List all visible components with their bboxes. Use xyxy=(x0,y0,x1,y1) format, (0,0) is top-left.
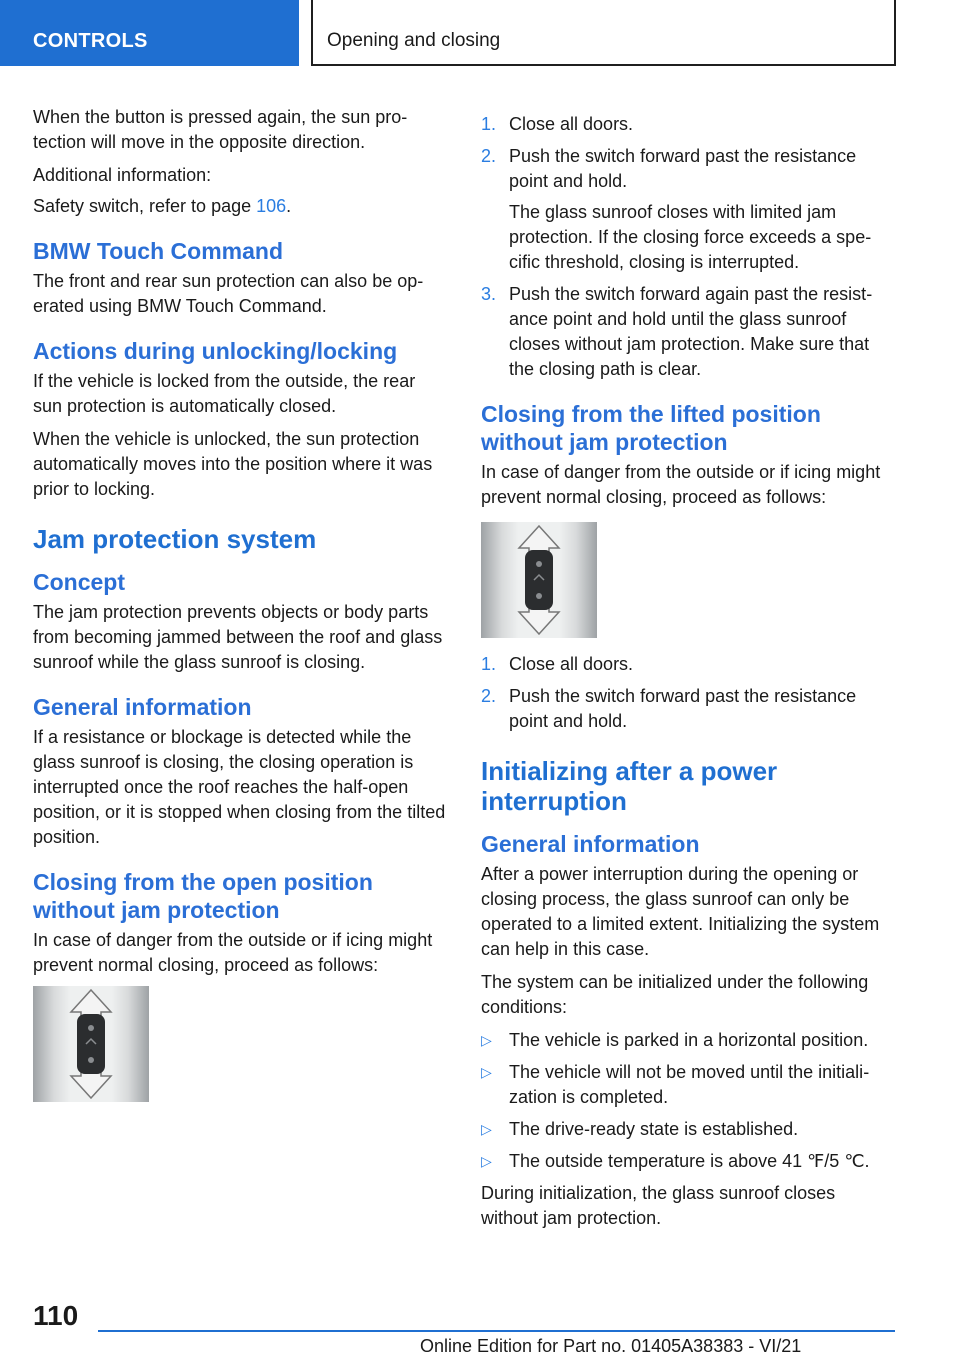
page-number: 110 xyxy=(33,1300,79,1331)
step-text: Push the switch forward again past the resistance point and hold until the glass sunroof closes without jam protection. Make sure that the closing path is clear. xyxy=(509,284,873,379)
step-number: 3. xyxy=(481,284,497,304)
list-item xyxy=(481,1060,896,1110)
bullet-text: The vehicle will not be moved until the initialization is completed. xyxy=(509,1062,870,1107)
heading-initializing: Initializing after a power interruption xyxy=(481,756,778,816)
heading-touch-command: BMW Touch Command xyxy=(33,238,283,264)
step-text: Close all doors. xyxy=(509,654,634,674)
list-item xyxy=(481,1149,896,1174)
switch-illustration xyxy=(33,986,149,1102)
step-number: 2. xyxy=(481,686,497,706)
text: Safety switch, refer to page xyxy=(33,196,257,216)
switch-illustration xyxy=(481,522,597,638)
conditions-list xyxy=(481,1028,896,1174)
list-item xyxy=(481,1028,896,1053)
heading-closing-open-position: Closing from the open position without jam protection xyxy=(33,869,373,923)
right-column xyxy=(481,112,896,1239)
list-item xyxy=(481,684,896,734)
triangle-bullet-icon: ▷ xyxy=(481,1121,492,1137)
triangle-bullet-icon: ▷ xyxy=(481,1064,492,1080)
step-number: 2. xyxy=(481,146,497,166)
step-note: The glass sunroof closes with limited jam protection. If the closing force exceeds a specific threshold, closing is interrupted. xyxy=(509,202,872,272)
heading-general-information: General information xyxy=(481,831,700,857)
bullet-text: The vehicle is parked in a horizontal position. xyxy=(509,1030,869,1050)
list-item xyxy=(481,652,896,677)
steps-list xyxy=(481,112,896,194)
edition-text: Online Edition for Part no. 01405A38383 - VI/21 xyxy=(420,1336,802,1356)
paragraph: When the button is pressed again, the sun protection will move in the opposite direction. xyxy=(33,107,408,152)
heading-general-information: General information xyxy=(33,694,252,720)
left-column xyxy=(33,105,448,1116)
list-item xyxy=(481,144,896,194)
chapter-title: Opening and closing xyxy=(327,30,501,51)
paragraph: When the vehicle is unlocked, the sun protection automatically moves into the position where it was prior to locking. xyxy=(33,429,433,499)
step-text: Close all doors. xyxy=(509,114,634,134)
paragraph: If a resistance or blockage is detected while the glass sunroof is closing, the closing operation is interrupted once the roof reaches the half-open position, or it is stopped when closing from the tilted position. xyxy=(33,727,446,847)
triangle-bullet-icon: ▷ xyxy=(481,1032,492,1048)
paragraph: If the vehicle is locked from the outside, the rear sun protection is automatically closed. xyxy=(33,371,416,416)
paragraph: The jam protection prevents objects or body parts from becoming jammed between the roof and glass sunroof while the glass sunroof is closing. xyxy=(33,602,443,672)
footer-divider xyxy=(98,1330,895,1332)
step-number: 1. xyxy=(481,654,497,674)
step-number: 1. xyxy=(481,114,497,134)
paragraph: In case of danger from the outside or if icing might prevent normal closing, proceed as follows: xyxy=(33,930,433,975)
paragraph: The front and rear sun protection can also be operated using BMW Touch Command. xyxy=(33,271,424,316)
paragraph: After a power interruption during the opening or closing process, the glass sunroof can only be operated to a limited extent. Initializing the system can help in this case. xyxy=(481,864,880,959)
paragraph: Additional information: xyxy=(33,165,212,185)
list-item xyxy=(481,1117,896,1142)
paragraph: During initialization, the glass sunroof closes without jam protection. xyxy=(481,1183,836,1228)
bullet-text: The drive-ready state is established. xyxy=(509,1119,799,1139)
switch-arrow-icon xyxy=(481,522,597,638)
triangle-bullet-icon: ▷ xyxy=(481,1153,492,1169)
heading-concept: Concept xyxy=(33,569,125,595)
bullet-text: The outside temperature is above 41 ℉/5 ℃. xyxy=(509,1151,870,1171)
steps-list xyxy=(481,652,896,734)
section-title: CONTROLS xyxy=(33,30,148,52)
chapter-header xyxy=(311,0,896,66)
paragraph: In case of danger from the outside or if icing might prevent normal closing, proceed as follows: xyxy=(481,462,881,507)
heading-jam-protection: Jam protection system xyxy=(33,524,317,554)
list-item xyxy=(481,282,896,382)
text: . xyxy=(286,196,292,216)
steps-list xyxy=(481,282,896,382)
paragraph xyxy=(33,194,448,219)
switch-arrow-icon xyxy=(33,986,149,1102)
section-tab xyxy=(0,0,299,66)
paragraph: The system can be initialized under the following conditions: xyxy=(481,972,869,1017)
step-text: Push the switch forward past the resistance point and hold. xyxy=(509,146,857,191)
heading-closing-lifted-position: Closing from the lifted position without jam protection xyxy=(481,401,821,455)
list-item xyxy=(481,112,896,137)
step-text: Push the switch forward past the resistance point and hold. xyxy=(509,686,857,731)
heading-unlocking-locking: Actions during unlocking/locking xyxy=(33,338,398,364)
page-link[interactable]: 106 xyxy=(256,196,287,216)
